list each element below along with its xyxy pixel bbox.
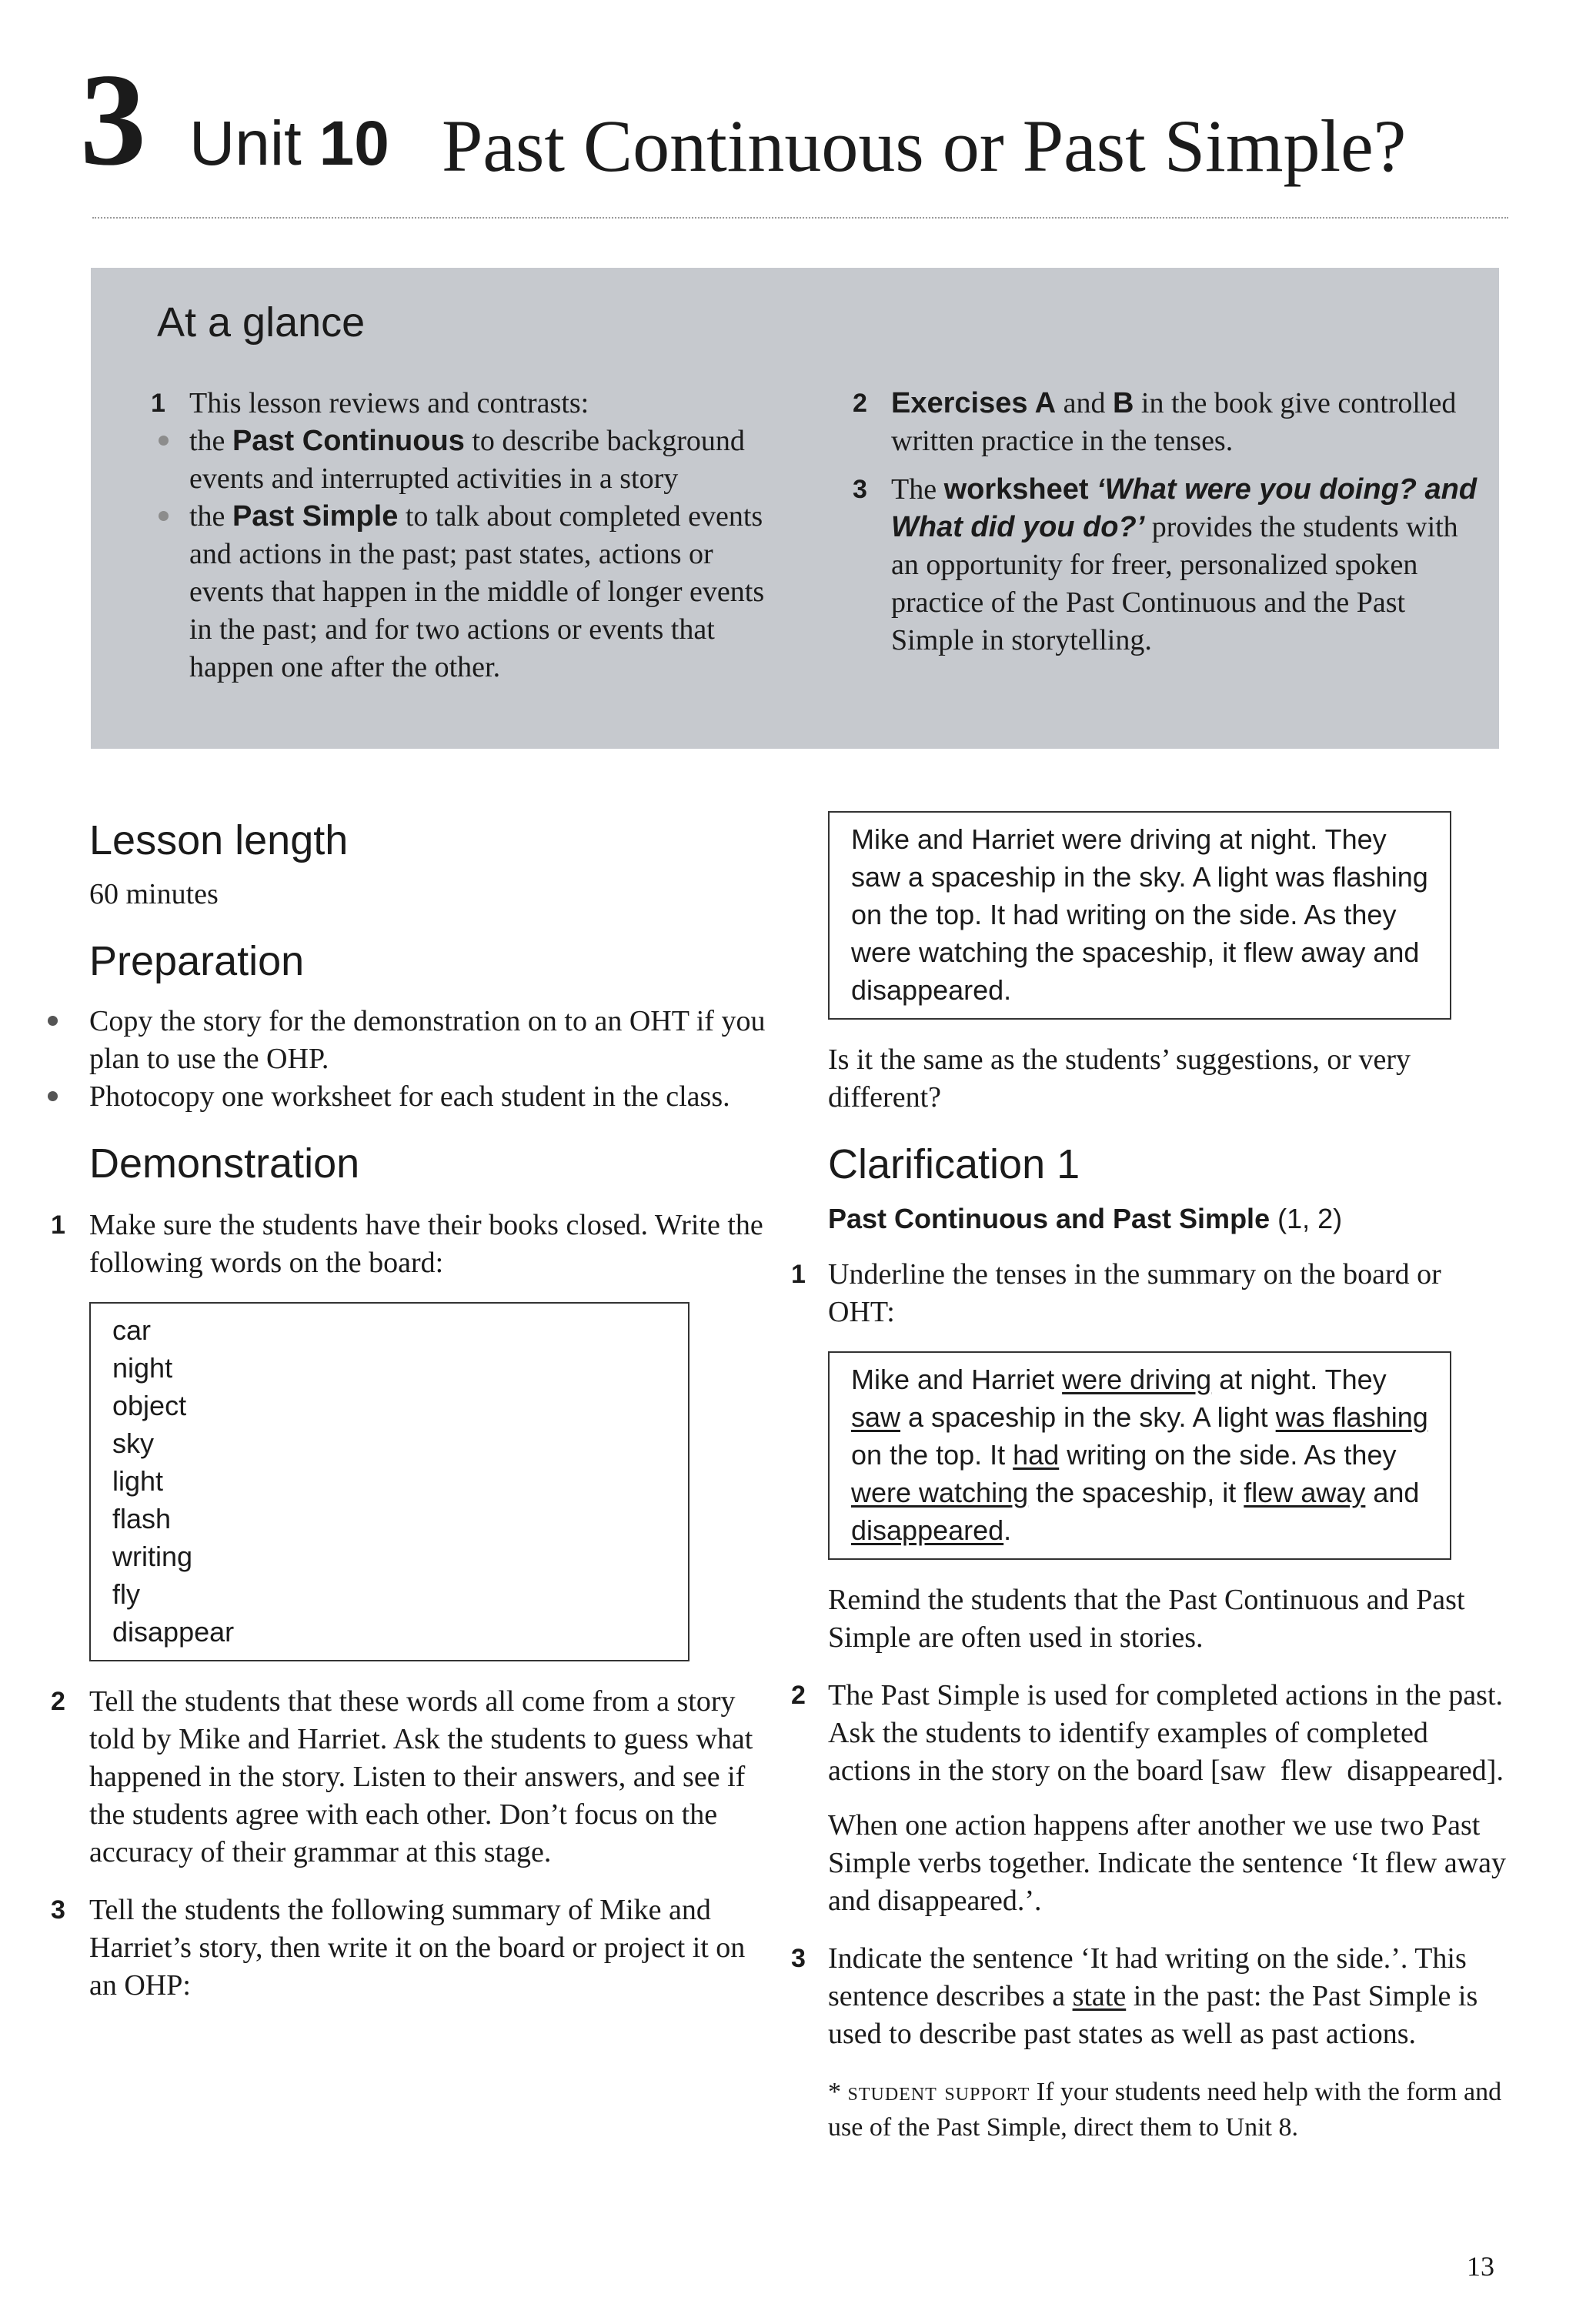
at-a-glance-panel bbox=[91, 268, 1499, 749]
underlined-story-box bbox=[828, 1351, 1451, 1560]
glance-bullet-past-continuous bbox=[128, 422, 790, 498]
story-text: Mike and Harriet bbox=[851, 1364, 1063, 1395]
right-column bbox=[788, 811, 1511, 2145]
item-number: 1 bbox=[151, 389, 165, 418]
left-column bbox=[37, 816, 768, 2005]
story-text: writing on the side. As they bbox=[1059, 1439, 1397, 1471]
clarification-step-1 bbox=[788, 1256, 1511, 1331]
text: Tell the students that these words all come from a story told by Mike and Harriet. Ask the students to guess what happened in the story. Listen to their answers, and see if the students agree with each other. Don’t focus on the accuracy of their grammar at this stage. bbox=[89, 1685, 753, 1868]
text: to describe background events and interrupted activities in a story bbox=[189, 425, 745, 495]
word-list-item: writing bbox=[112, 1541, 193, 1572]
comparison-question: Is it the same as the students’ suggestions, or very different? bbox=[828, 1043, 1411, 1114]
text: The bbox=[891, 473, 944, 506]
glance-item-2 bbox=[830, 385, 1484, 460]
clarification-subheading bbox=[828, 1200, 1511, 1237]
step-number: 1 bbox=[791, 1260, 806, 1289]
text: the bbox=[189, 500, 232, 533]
preparation-list bbox=[37, 1003, 768, 1116]
word-list-item: disappear bbox=[112, 1616, 235, 1648]
at-a-glance-heading: At a glance bbox=[157, 299, 366, 346]
student-support-label: student support bbox=[847, 2078, 1030, 2106]
story-text: a spaceship in the sky. A light bbox=[900, 1401, 1276, 1433]
story-text: on the top. It bbox=[851, 1439, 1013, 1471]
unit-number: 10 bbox=[319, 109, 389, 179]
subheading-reference: (1, 2) bbox=[1270, 1203, 1343, 1234]
story-text: the spaceship, it bbox=[1028, 1477, 1244, 1508]
step-2-paragraph: When one action happens after another we use two Past Simple verbs together. Indicate the sentence ‘It flew away and disappeared.’. bbox=[828, 1809, 1507, 1917]
story-text: and bbox=[1365, 1477, 1420, 1508]
bullet-dot bbox=[48, 1091, 58, 1101]
demonstration-step-2 bbox=[37, 1683, 768, 1872]
glance-bullet-past-simple bbox=[128, 498, 790, 686]
page-number: 13 bbox=[1467, 2251, 1494, 2282]
underlined-verb: were watching bbox=[851, 1477, 1029, 1508]
text: provides the students with an opportunity for freer, personalized spoken practice of the Past Continuous and the Past Simple in storytelling. bbox=[891, 511, 1458, 656]
preparation-bullet bbox=[37, 1003, 768, 1078]
clarification-step-3 bbox=[788, 1940, 1511, 2053]
remind-paragraph: Remind the students that the Past Continuous and Past Simple are often used in stories. bbox=[828, 1584, 1465, 1654]
bullet-dot bbox=[159, 436, 169, 446]
lesson-length-section bbox=[37, 816, 768, 986]
text: Photocopy one worksheet for each student in the class. bbox=[89, 1080, 730, 1113]
preparation-bullet bbox=[37, 1078, 768, 1116]
term-past-continuous: Past Continuous bbox=[232, 425, 465, 457]
subheading-title: Past Continuous and Past Simple bbox=[828, 1203, 1270, 1234]
preparation-heading: Preparation bbox=[89, 938, 305, 984]
text: Underline the tenses in the summary on the board or OHT: bbox=[828, 1258, 1441, 1328]
step-number: 3 bbox=[51, 1895, 65, 1925]
underlined-verb: were driving bbox=[1062, 1364, 1212, 1395]
page-header bbox=[80, 47, 1511, 208]
term-past-simple: Past Simple bbox=[232, 500, 399, 533]
underlined-verb: disappeared bbox=[851, 1514, 1004, 1546]
clarification-heading: Clarification 1 bbox=[828, 1141, 1080, 1187]
glance-item-3 bbox=[830, 471, 1484, 659]
bullet-dot bbox=[48, 1016, 58, 1026]
glance-item-1 bbox=[128, 385, 790, 422]
text: Tell the students the following summary of Mike and Harriet’s story, then write it on the board or project it on an OHP: bbox=[89, 1894, 746, 2002]
word-list-item: car bbox=[112, 1314, 152, 1346]
text: to talk about completed events and actions in the past; past states, actions or events that happen in the middle of longer events in the past; and for two actions or events that happen one after the other. bbox=[189, 500, 765, 683]
glance-item-1-intro: This lesson reviews and contrasts: bbox=[189, 387, 589, 419]
header-divider bbox=[92, 217, 1508, 219]
word-list-item: fly bbox=[112, 1578, 140, 1610]
text: in the book give controlled written practice in the tenses. bbox=[891, 387, 1457, 457]
chapter-number: 3 bbox=[80, 47, 146, 193]
underlined-verb: flew away bbox=[1244, 1477, 1366, 1508]
text: The Past Simple is used for completed actions in the past. Ask the students to identify examples of completed actions in the story on the board [saw flew disappeared]. bbox=[828, 1679, 1509, 1787]
step-number: 2 bbox=[51, 1687, 65, 1716]
text: Make sure the students have their books closed. Write the following words on the board: bbox=[89, 1209, 763, 1279]
word-list-item: sky bbox=[112, 1427, 154, 1459]
exercise-a-label: Exercises A bbox=[891, 387, 1057, 419]
text: the bbox=[189, 425, 232, 457]
text: If your students need help with the form and use of the Past Simple, direct them to Unit 8. bbox=[828, 2078, 1502, 2142]
step-number: 3 bbox=[791, 1944, 806, 1973]
worksheet-title: ‘What were you doing? and What did you do?’ bbox=[891, 473, 1478, 543]
unit-word: Unit bbox=[189, 109, 302, 179]
word-list-item: flash bbox=[112, 1503, 172, 1534]
story-text: at night. They bbox=[1211, 1364, 1387, 1395]
underlined-verb: was flashing bbox=[1275, 1401, 1428, 1433]
lesson-length-value: 60 minutes bbox=[89, 878, 219, 910]
demonstration-step-3 bbox=[37, 1892, 768, 2005]
item-number: 2 bbox=[853, 389, 867, 418]
unit-label bbox=[189, 109, 389, 179]
item-number: 3 bbox=[853, 475, 867, 504]
text: in the past: the Past Simple is used to describe past states as well as past actions. bbox=[828, 1980, 1478, 2050]
underlined-word: state bbox=[1072, 1980, 1127, 2012]
step-number: 2 bbox=[791, 1681, 806, 1710]
lesson-length-heading: Lesson length bbox=[89, 817, 349, 863]
text: and bbox=[1056, 387, 1113, 419]
story-section bbox=[788, 811, 1511, 1237]
demonstration-heading: Demonstration bbox=[89, 1140, 360, 1187]
word-list-item: light bbox=[112, 1465, 164, 1497]
word-list-item: night bbox=[112, 1352, 173, 1384]
bullet-dot bbox=[159, 511, 169, 521]
exercise-b-label: B bbox=[1112, 387, 1134, 419]
step-number: 1 bbox=[51, 1210, 65, 1240]
underlined-verb: saw bbox=[851, 1401, 901, 1433]
student-support-note bbox=[788, 2075, 1511, 2145]
clarification-step-2 bbox=[788, 1677, 1511, 1790]
at-a-glance-left-column bbox=[128, 385, 790, 686]
underlined-verb: had bbox=[1013, 1439, 1060, 1471]
text: Copy the story for the demonstration on to an OHT if you plan to use the OHP. bbox=[89, 1005, 766, 1075]
word-list-box bbox=[89, 1302, 690, 1661]
at-a-glance-right-column bbox=[830, 385, 1484, 659]
text: Indicate the sentence ‘It had writing on the side.’. This sentence describes a bbox=[828, 1942, 1467, 2012]
demonstration-step-1 bbox=[37, 1207, 768, 1282]
worksheet-label: worksheet bbox=[943, 473, 1089, 506]
word-list-item: object bbox=[112, 1390, 187, 1421]
star-marker: * bbox=[828, 2078, 848, 2106]
story-text: . bbox=[1003, 1514, 1012, 1546]
page-title: Past Continuous or Past Simple? bbox=[442, 105, 1407, 187]
story-box: Mike and Harriet were driving at night. They saw a spaceship in the sky. A light was flashing on the top. It had writing on the side. As they were watching the spaceship, it flew away and disappeared. bbox=[828, 811, 1451, 1020]
